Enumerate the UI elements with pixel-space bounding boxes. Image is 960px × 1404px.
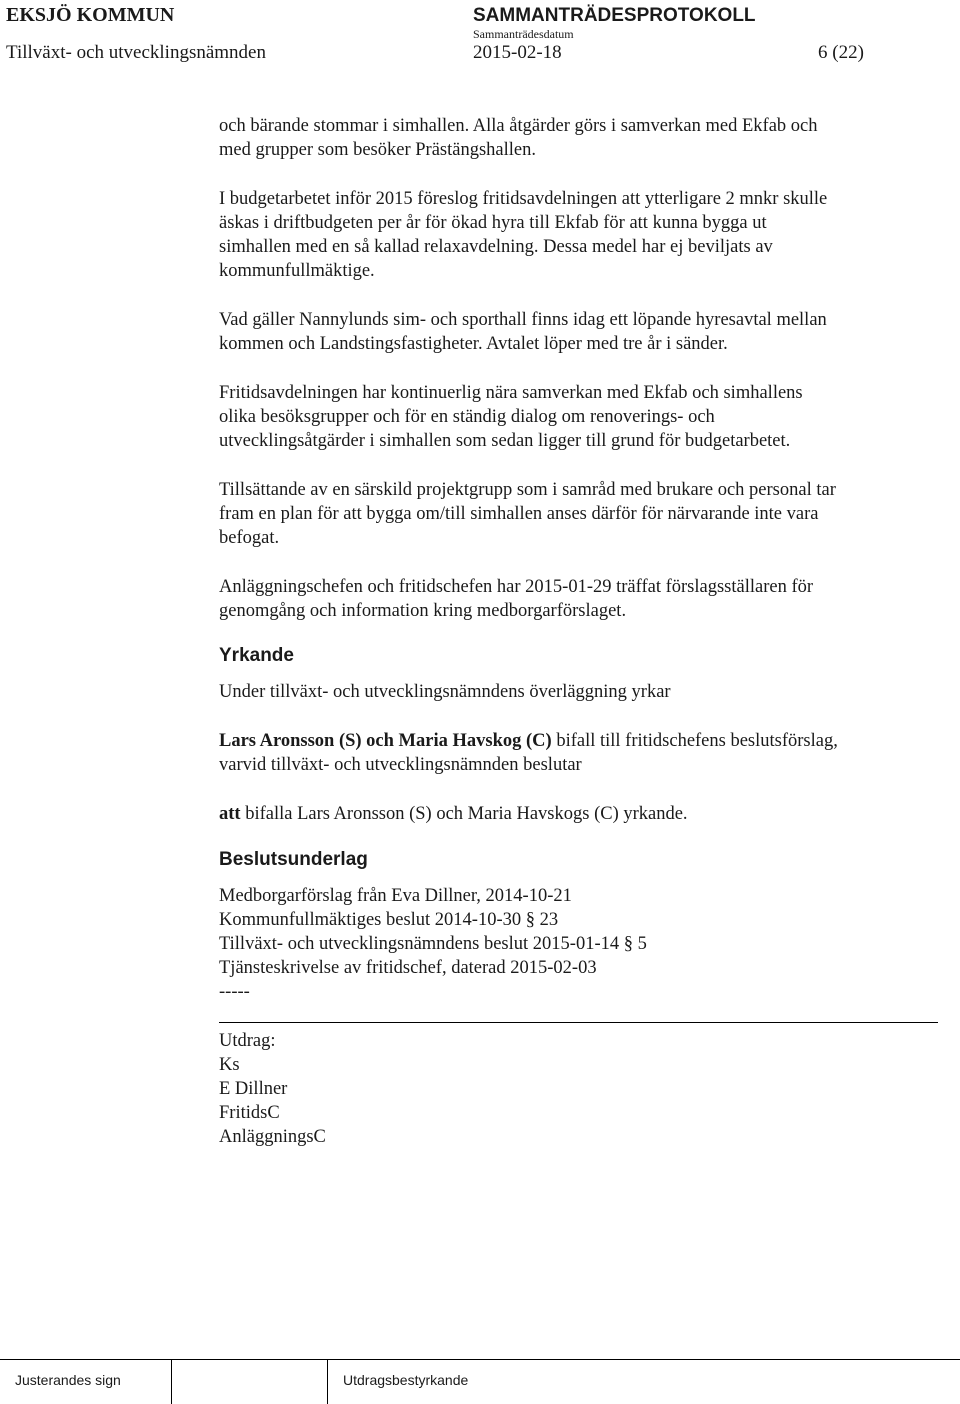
list-item: AnläggningsC — [219, 1127, 326, 1147]
utdrag-label: Utdrag: — [219, 1031, 276, 1051]
page-number: 6 (22) — [818, 42, 864, 63]
proposers-names: Lars Aronsson (S) och Maria Havskog (C) — [219, 731, 552, 751]
list-item: Ks — [219, 1055, 240, 1075]
committee-name: Tillväxt- och utvecklingsnämnden — [6, 42, 266, 63]
beslutsunderlag-heading: Beslutsunderlag — [219, 849, 368, 870]
meeting-date: 2015-02-18 — [473, 42, 562, 63]
list-item: Medborgarförslag från Eva Dillner, 2014-10-21 — [219, 886, 572, 906]
beslutsunderlag-list — [219, 884, 929, 1004]
list-item: FritidsC — [219, 1103, 280, 1123]
yrkande-proposal: Lars Aronsson (S) och Maria Havskog (C) bifall till fritidschefens beslutsförslag, varvid tillväxt- och utvecklingsnämnden beslutar — [219, 731, 838, 775]
yrkande-intro: Under tillväxt- och utvecklingsnämndens överläggning yrkar — [219, 682, 671, 702]
paragraph-1: och bärande stommar i simhallen. Alla åtgärder görs i samverkan med Ekfab och med grupper som besöker Prästängshallen. — [219, 116, 818, 160]
paragraph-4: Fritidsavdelningen har kontinuerlig nära samverkan med Ekfab och simhallens olika besöksgrupper och för en ständig dialog om renoverings- och utvecklingsåtgärder i simhallen som sedan ligger till grund för budgetarbetet. — [219, 383, 803, 451]
date-label: Sammanträdesdatum — [473, 27, 574, 41]
decision-line: att bifalla Lars Aronsson (S) och Maria Havskogs (C) yrkande. — [219, 804, 688, 824]
footer-divider — [0, 1359, 960, 1360]
yrkande-heading: Yrkande — [219, 645, 294, 666]
list-item: Kommunfullmäktiges beslut 2014-10-30 § 23 — [219, 910, 559, 930]
utdragsbestyrkande-label: Utdragsbestyrkande — [343, 1372, 469, 1388]
justerandes-sign-label: Justerandes sign — [15, 1372, 121, 1388]
paragraph-2: I budgetarbetet inför 2015 föreslog fritidsavdelningen att ytterligare 2 mnkr skulle äskas i driftbudgeten per år för ökad hyra till Ekfab för att kunna bygga ut simhallen med en så kallad relaxavdelning. Dessa medel har ej beviljats av kommunfullmäktige. — [219, 189, 828, 281]
paragraph-5: Tillsättande av en särskild projektgrupp som i samråd med brukare och personal tar fram en plan för att bygga om/till simhallen anses därför för närvarande inte vara befogat. — [219, 480, 836, 548]
list-item: Tillväxt- och utvecklingsnämndens beslut 2015-01-14 § 5 — [219, 934, 647, 954]
att-keyword: att — [219, 804, 241, 824]
paragraph-3: Vad gäller Nannylunds sim- och sporthall finns idag ett löpande hyresavtal mellan kommen och Landstingsfastigheter. Avtalet löper med tre år i sänder. — [219, 310, 827, 354]
separator-dashes: ----- — [219, 982, 250, 1002]
paragraph-6: Anläggningschefen och fritidschefen har 2015-01-29 träffat förslagsställaren för genomgång och information kring medborgarförslaget. — [219, 577, 814, 621]
list-item: E Dillner — [219, 1079, 288, 1099]
footer-column-divider — [327, 1360, 328, 1404]
footer-column-divider — [171, 1360, 172, 1404]
document-type: SAMMANTRÄDESPROTOKOLL — [473, 5, 756, 26]
municipality-name: EKSJÖ KOMMUN — [6, 4, 175, 26]
list-item: Tjänsteskrivelse av fritidschef, daterad 2015-02-03 — [219, 958, 597, 978]
utdrag-list — [219, 1029, 929, 1149]
divider — [219, 1022, 938, 1023]
